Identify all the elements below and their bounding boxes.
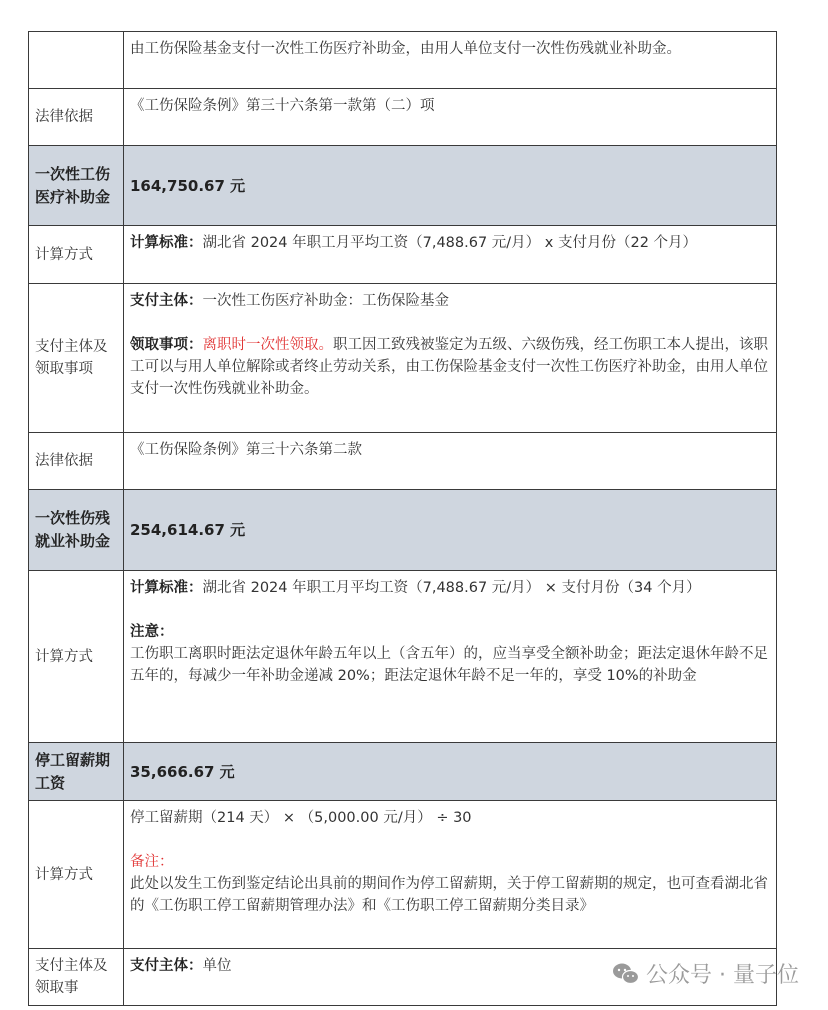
- table-row: [29, 571, 777, 743]
- row-label: 支付主体及领取事: [29, 949, 124, 1006]
- section-header-row: [29, 146, 777, 226]
- calc-method: 计算标准：湖北省 2024 年职工月平均工资（7,488.67 元/月） × 支付月份（34 个月） 注意： 工伤职工离职时距法定退休年龄五年以上（含五年）的，应当享受全额补助金；距法定退休年龄不足五年的，每减少一年补助金递减 20%；距法定退休年龄不足一年的，享受 10%的补助金: [124, 571, 777, 743]
- table-row: [29, 89, 777, 146]
- table-row: [29, 226, 777, 284]
- legal-basis: 《工伤保险条例》第三十六条第二款: [124, 433, 777, 490]
- payer: 支付主体：单位: [124, 949, 777, 1006]
- section-title: 一次性伤残就业补助金: [29, 490, 124, 571]
- section-amount: 35,666.67 元: [124, 743, 777, 801]
- section-title: 停工留薪期工资: [29, 743, 124, 801]
- row-label: 法律依据: [29, 89, 124, 146]
- table-row: [29, 433, 777, 490]
- row-label: 计算方式: [29, 571, 124, 743]
- row-label: [29, 32, 124, 89]
- wechat-icon: [612, 962, 640, 986]
- row-label: 法律依据: [29, 433, 124, 490]
- section-title: 一次性工伤医疗补助金: [29, 146, 124, 226]
- table-row: [29, 284, 777, 433]
- calc-method: 计算标准：湖北省 2024 年职工月平均工资（7,488.67 元/月） x 支付月份（22 个月）: [124, 226, 777, 284]
- legal-basis: 《工伤保险条例》第三十六条第一款第（二）项: [124, 89, 777, 146]
- payer-and-claim: 支付主体：一次性工伤医疗补助金：工伤保险基金 领取事项：离职时一次性领取。职工因工致残被鉴定为五级、六级伤残，经工伤职工本人提出，该职工可以与用人单位解除或者终止劳动关系，由工伤保险基金支付一次性工伤医疗补助金，由用人单位支付一次性伤残就业补助金。: [124, 284, 777, 433]
- compensation-table: [28, 31, 777, 1006]
- section-amount: 164,750.67 元: [124, 146, 777, 226]
- row-label: 支付主体及领取事项: [29, 284, 124, 433]
- section-header-row: [29, 490, 777, 571]
- highlight-text: 离职时一次性领取。: [202, 337, 333, 353]
- row-label: 计算方式: [29, 226, 124, 284]
- calc-method: 停工留薪期（214 天） × （5,000.00 元/月） ÷ 30 备注： 此处以发生工伤到鉴定结论出具前的期间作为停工留薪期，关于停工留薪期的规定，也可查看湖北省的《工伤职工停工留薪期管理办法》和《工伤职工停工留薪期分类目录》: [124, 801, 777, 949]
- section-header-row: [29, 743, 777, 801]
- watermark: 公众号 · 量子位: [612, 958, 799, 989]
- row-text: 由工伤保险基金支付一次性工伤医疗补助金，由用人单位支付一次性伤残就业补助金。: [124, 32, 777, 89]
- table-row: [29, 32, 777, 89]
- section-amount: 254,614.67 元: [124, 490, 777, 571]
- table-row: [29, 801, 777, 949]
- row-label: 计算方式: [29, 801, 124, 949]
